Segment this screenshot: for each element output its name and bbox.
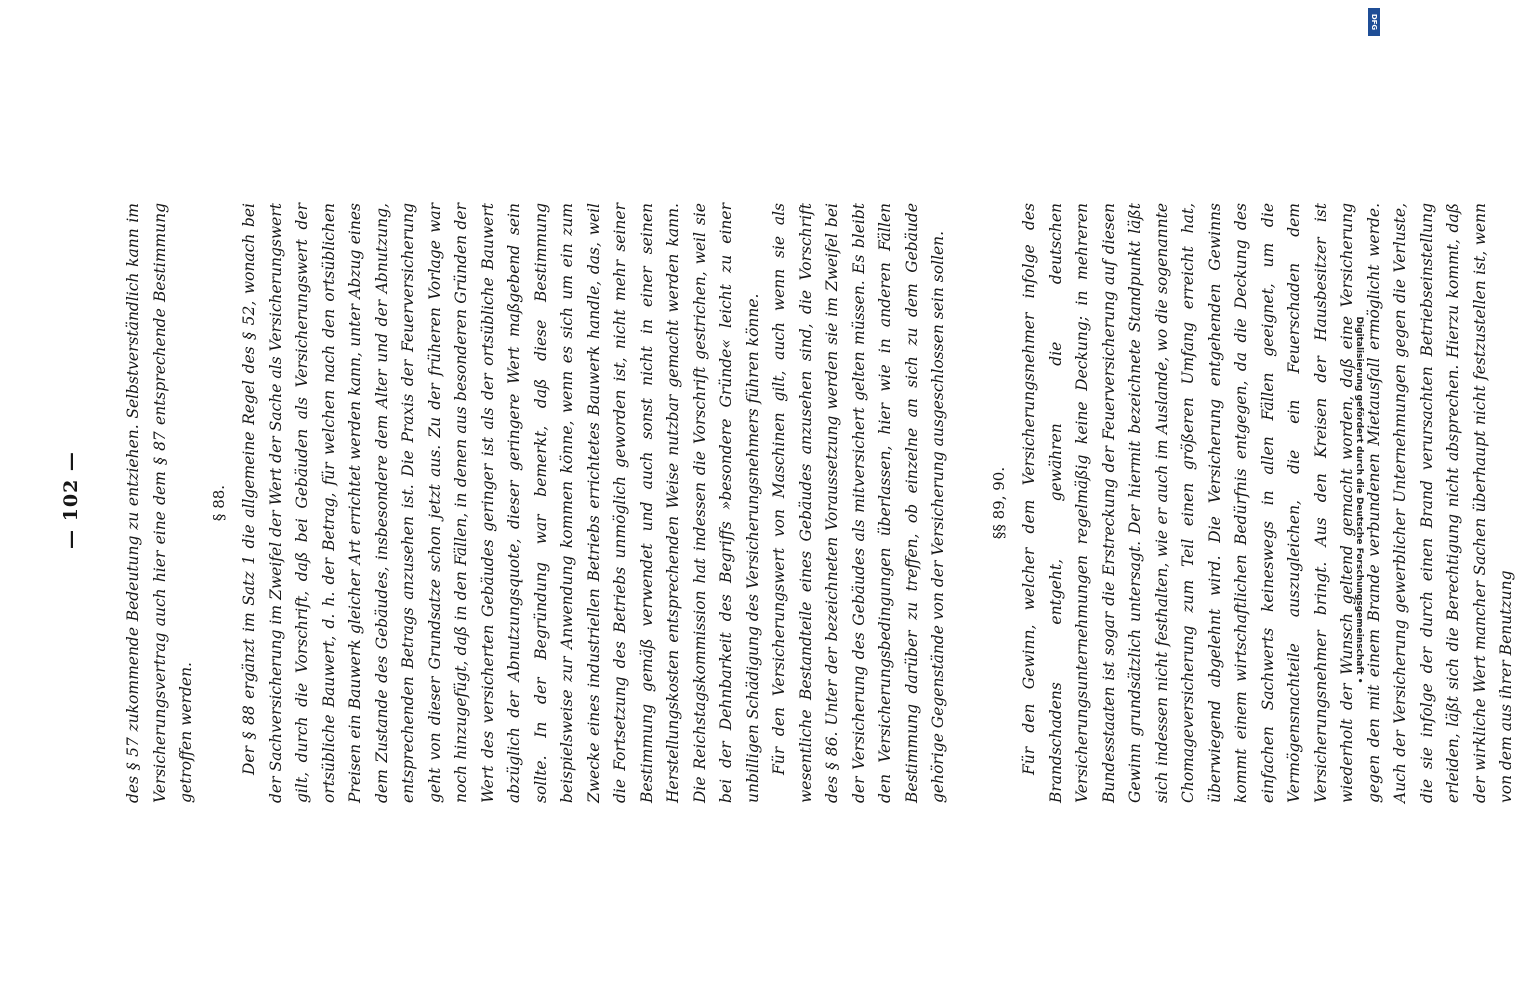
paragraph: Für den Versicherungswert von Maschinen gilt, auch wenn sie als wesentliche Bestandteile eines Gebäudes anzusehen sind, die Vorschrift des § 86. Unter der bezeichneten Voraussetzung werden sie im Zweifel bei der Versicherung des Gebäudes als mitversichert gelten müssen. Es bleibt den Versicherungsbedingungen überlassen, hier wie in anderen Fällen Bestimmung darüber zu treffen, ob einzelne an sich zu dem Gebäude gehörige Gegenstände von der Versicherung ausgeschlossen sein sollen. xyxy=(770,203,947,803)
digitization-credit xyxy=(1346,0,1372,1000)
dfg-logo-label: DFG xyxy=(1370,13,1378,31)
dfg-logo-icon xyxy=(1368,8,1380,36)
section-heading: § 88. xyxy=(209,484,228,522)
paragraph: Der § 88 ergänzt im Satz 1 die allgemeine Regel des § 52, wonach bei der Sachversicherung im Zweifel der Wert der Sache als Versicherungswert gilt, durch die Vorschrift, daß bei Gebäuden als Versicherungswert der ortsübliche Bauwert, d. h. der Betrag, für welchen nach den ortsüblichen Preisen ein Bauwerk gleicher Art errichtet werden kann, unter Abzug eines dem Zustande des Gebäudes, insbesondere dem Alter und der Abnutzung, entsprechenden Betrags anzusehen ist. Die Praxis der Feuerversicherung geht von dieser Grundsatze schon jetzt aus. Zu der früheren Vorlage war noch hinzugefügt, daß in den Fällen, in denen aus besonderen Gründen der Wert des versicherten Gebäudes geringer ist als der ortsübliche Bauwert abzüglich der Abnutzungsquote, dieser geringere Wert maßgebend sein sollte. In der Begründung war bemerkt, daß diese Bestimmung beispielsweise zur Anwendung kommen könne, wenn es sich um ein zum Zwecke eines industriellen Betriebs errichtetes Bauwerk handle, das, weil die Fortsetzung des Betriebs unmöglich geworden ist, nicht mehr seiner Bestimmung gemäß verwendet und auch sonst nicht in einer seinen Herstellungskosten entsprechenden Weise nutzbar gemacht werden kann. Die Reichstagskommission hat indessen die Vorschrift gestrichen, weil sie bei der Dehnbarkeit des Begriffs »besondere Gründe« leicht zu einer unbilligen Schädigung des Versicherungsnehmers führen könne. xyxy=(240,203,762,803)
body-text xyxy=(120,203,1520,803)
section-heading: §§ 89, 90. xyxy=(989,466,1008,540)
paragraph: des § 57 zukommende Bedeutung zu entziehen. Selbstverständlich kann im Versicherungsvertrag auch hier eine dem § 87 entsprechende Bestimmung getroffen werden. xyxy=(124,203,195,803)
paragraph: Für den Gewinn, welcher dem Versicherungsnehmer infolge des Brandschadens entgeht, gewähren die deutschen Versicherungsunternehmungen regelmäßig keine Deckung; in mehreren Bundesstaaten ist sogar die Erstreckung der Feuerversicherung auf diesen Gewinn grundsätzlich untersagt. Der hiermit bezeichnete Standpunkt läßt sich indessen nicht festhalten, wie er auch im Auslande, wo die sogenannte Chomageversicherung zum Teil einen größeren Umfang erreicht hat, überwiegend abgelehnt wird. Die Versicherung entgehenden Gewinns kommt einem wirtschaftlichen Bedürfnis entgegen, da die Deckung des einfachen Sachwerts keineswegs in allen Fällen geeignet, um die Vermögensnachteile auszugleichen, die ein Feuerschaden dem Versicherungsnehmer bringt. Aus den Kreisen der Hausbesitzer ist wiederholt der Wunsch geltend gemacht worden, daß eine Versicherung gegen den mit einem Brande verbundenen Mietausfall ermöglicht werde. Auch der Versicherung gewerblicher Unternehmungen gegen die Verluste, die sie infolge der durch einen Brand verursachten Betriebseinstellung erleiden, läßt sich die Berechtigung nicht absprechen. Hierzu kommt, daß der wirkliche Wert mancher Sachen überhaupt nicht festzustellen ist, wenn von dem aus ihrer Benutzung xyxy=(1020,203,1515,803)
page-number: — 102 — xyxy=(60,451,82,549)
credit-text: Digitalisierung gefördert durch die Deutsche Forschungsgemeinschaft • xyxy=(1354,316,1364,684)
